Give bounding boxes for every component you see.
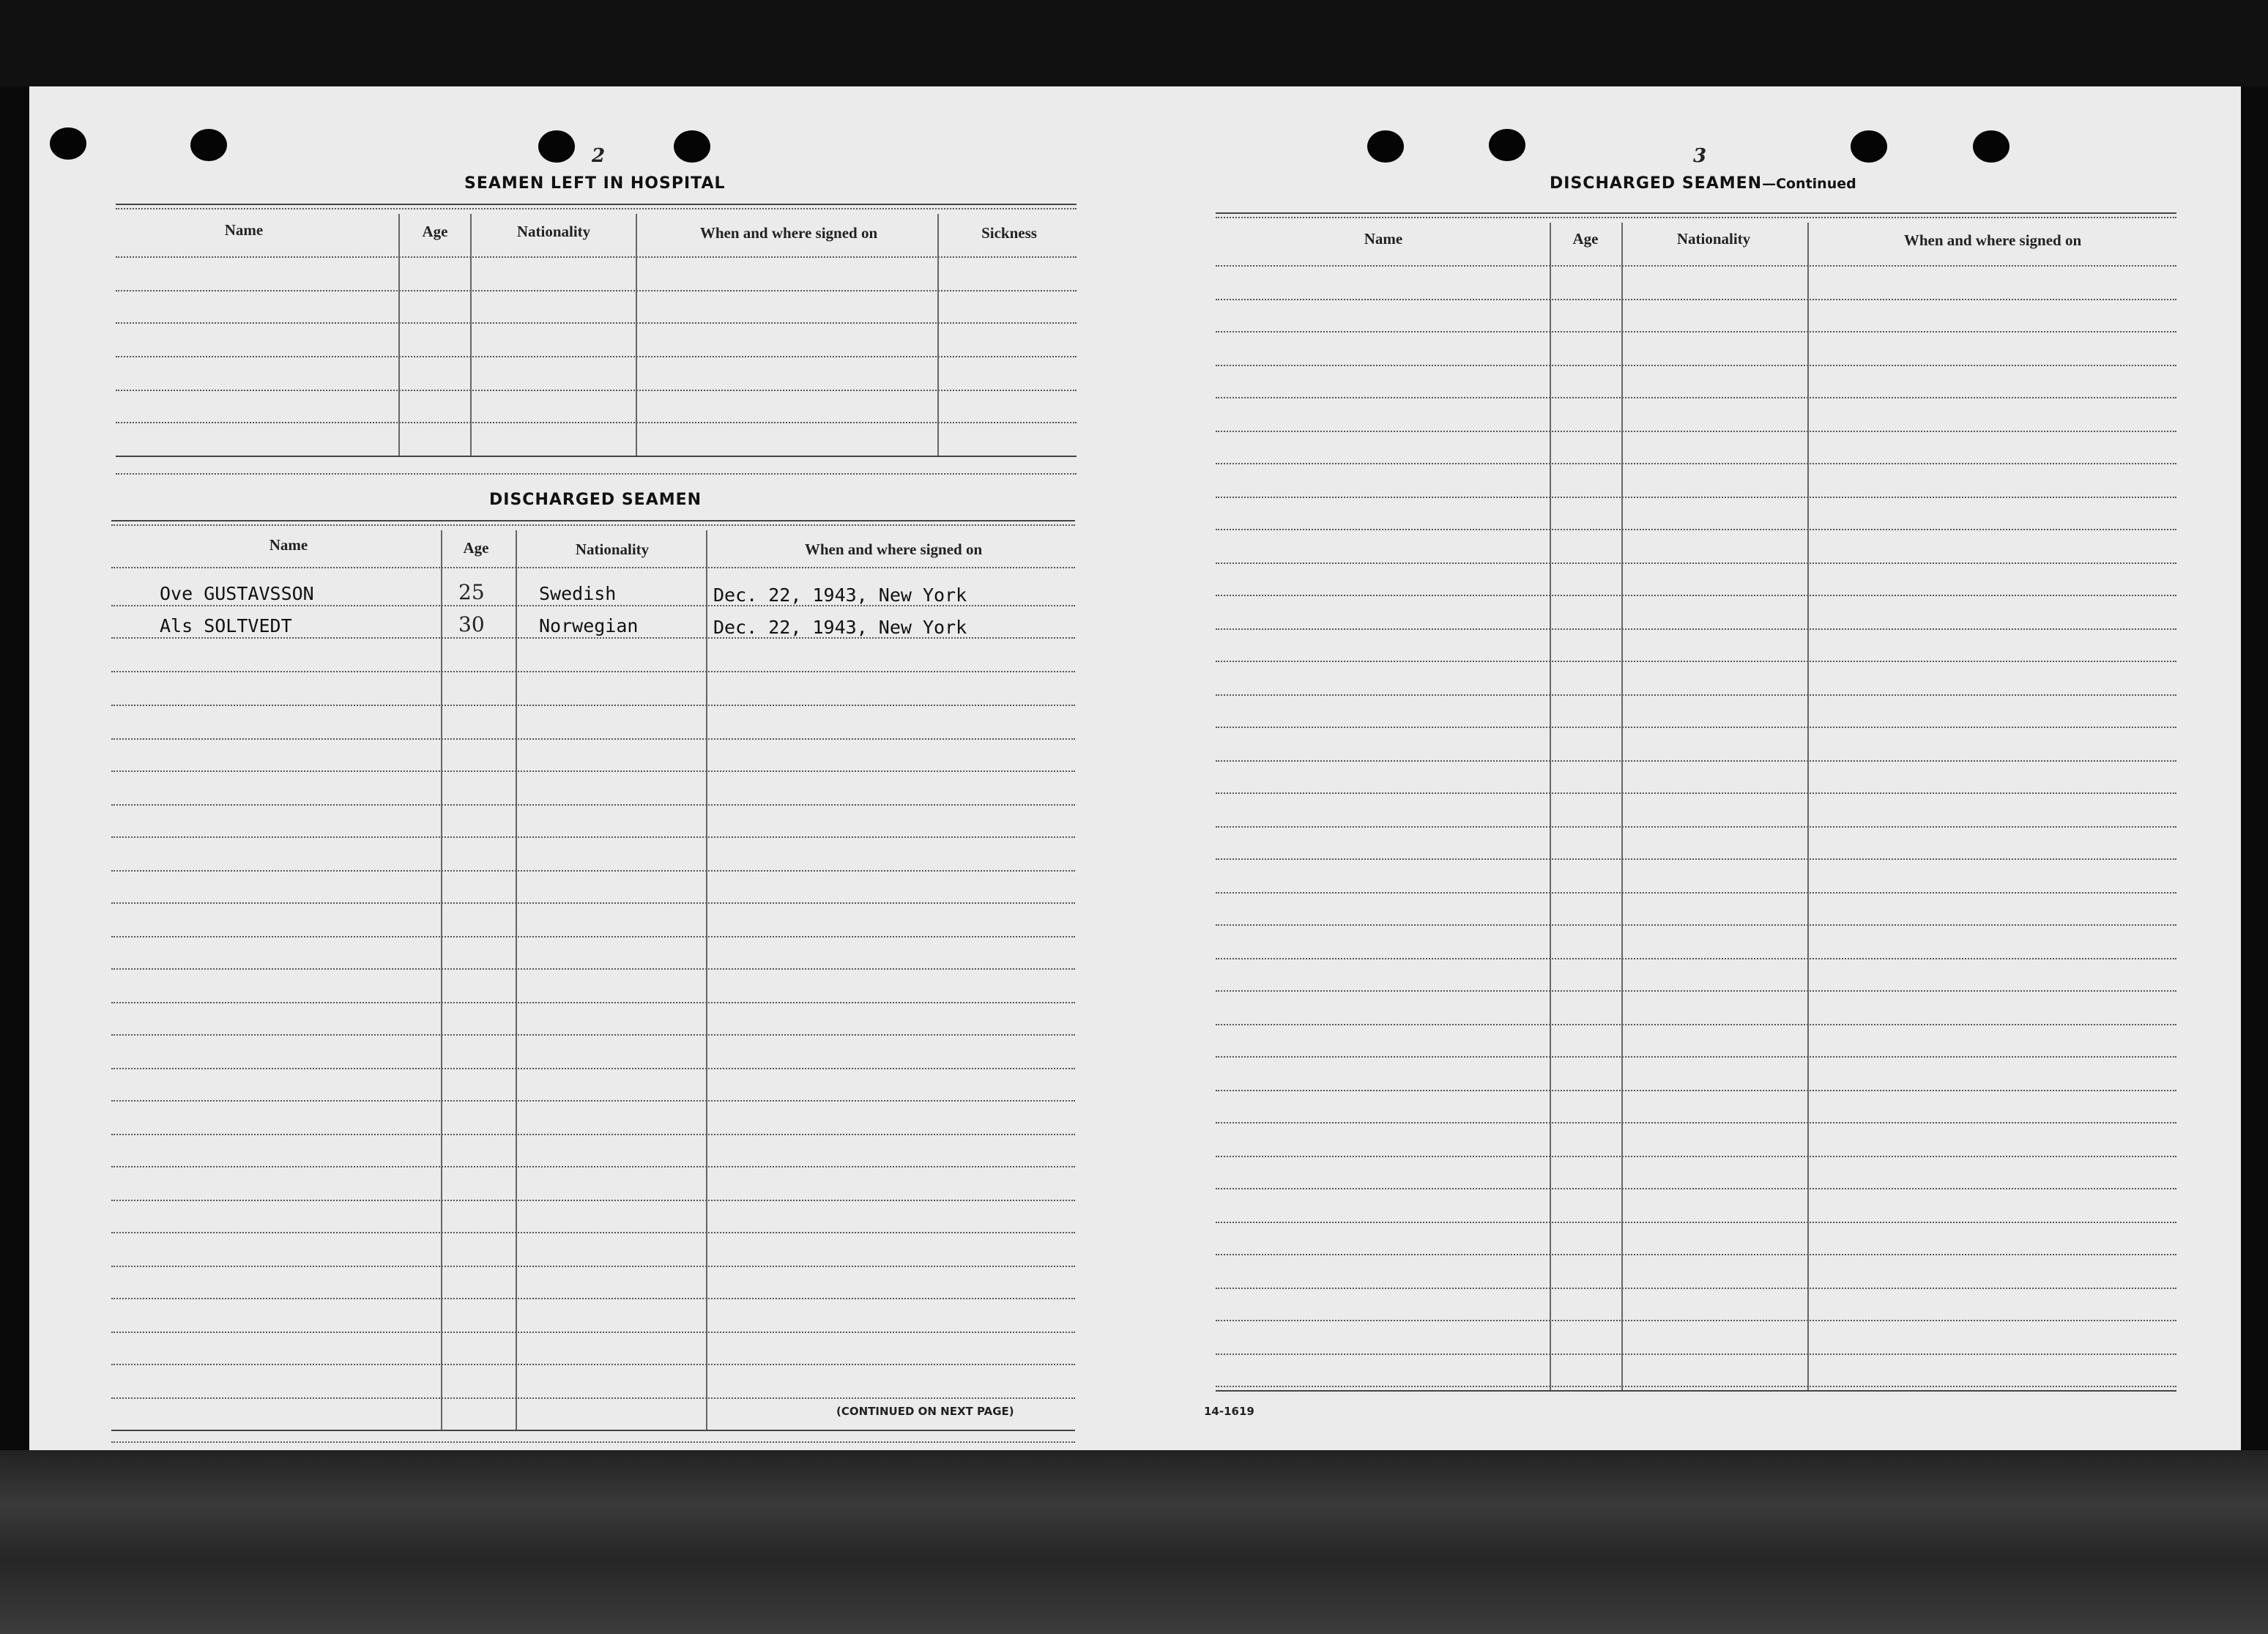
table-rule <box>1216 958 2176 959</box>
continued-col-signed-on: When and where signed on <box>1903 231 2082 249</box>
column-divider <box>470 214 472 456</box>
table-rule <box>1216 595 2176 596</box>
table-rule <box>111 520 1075 521</box>
discharged-section-title: DISCHARGED SEAMEN <box>489 491 702 509</box>
table-rule <box>1216 694 2176 696</box>
table-rule <box>116 322 1077 324</box>
table-rule <box>116 256 1077 258</box>
table-rule <box>116 356 1077 357</box>
table-rule <box>111 671 1075 672</box>
form-number: 14-1619 <box>1204 1405 1254 1418</box>
hospital-col-name: Name <box>224 221 264 239</box>
table-cell-nationality: Swedish <box>539 583 617 604</box>
table-rule <box>111 1430 1075 1431</box>
table-rule <box>1216 990 2176 992</box>
table-rule <box>1216 529 2176 530</box>
table-rule <box>111 1266 1075 1267</box>
table-rule <box>1216 826 2176 828</box>
table-rule <box>1216 924 2176 926</box>
table-rule <box>1216 1024 2176 1025</box>
table-rule <box>1216 628 2176 630</box>
table-rule <box>116 422 1077 423</box>
table-rule <box>111 738 1075 740</box>
column-divider <box>636 214 637 456</box>
discharged-continued-title <box>1550 174 1856 193</box>
binder-hole <box>1367 130 1404 163</box>
table-rule <box>116 473 1077 475</box>
continued-note: (CONTINUED ON NEXT PAGE) <box>836 1405 1014 1418</box>
column-divider <box>1621 223 1623 1390</box>
discharged-col-age: Age <box>463 539 489 557</box>
table-rule <box>1216 760 2176 762</box>
table-rule <box>1216 1122 2176 1124</box>
binder-hole <box>1973 130 2009 163</box>
column-divider <box>1550 223 1551 1390</box>
binder-hole <box>190 129 227 161</box>
table-rule <box>1216 1254 2176 1255</box>
table-rule <box>111 1034 1075 1036</box>
table-rule <box>1216 1090 2176 1091</box>
table-rule <box>1216 1188 2176 1189</box>
table-rule <box>1216 365 2176 366</box>
table-rule <box>111 968 1075 970</box>
table-rule <box>1216 1390 2176 1392</box>
hospital-section-title: SEAMEN LEFT IN HOSPITAL <box>464 174 726 193</box>
table-rule <box>111 1441 1075 1443</box>
table-rule <box>111 1100 1075 1102</box>
column-divider <box>441 530 442 1430</box>
page-number-right: 3 <box>1693 145 1707 167</box>
table-rule <box>111 836 1075 838</box>
title-suffix: —Continued <box>1762 176 1856 192</box>
table-rule <box>111 936 1075 937</box>
table-rule <box>116 390 1077 391</box>
hospital-col-age: Age <box>422 223 448 240</box>
discharged-col-name: Name <box>269 536 308 554</box>
table-rule <box>116 208 1077 209</box>
table-rule <box>111 567 1075 568</box>
binder-hole <box>538 130 575 163</box>
table-rule <box>111 1332 1075 1333</box>
table-rule <box>111 705 1075 706</box>
table-rule <box>1216 1386 2176 1387</box>
table-rule <box>111 1200 1075 1201</box>
table-rule <box>111 1232 1075 1233</box>
table-rule <box>1216 212 2176 214</box>
table-rule <box>1216 1320 2176 1321</box>
binder-hole <box>1851 130 1887 163</box>
scan-background-bottom <box>0 1450 2268 1634</box>
table-rule <box>1216 562 2176 564</box>
table-rule <box>1216 431 2176 432</box>
table-rule <box>1216 1156 2176 1157</box>
table-rule <box>1216 858 2176 860</box>
table-cell-name: Ove GUSTAVSSON <box>160 583 314 604</box>
column-divider <box>937 214 939 456</box>
page-number-left: 2 <box>592 145 606 167</box>
table-rule <box>1216 1288 2176 1289</box>
table-rule <box>116 290 1077 291</box>
table-rule <box>1216 727 2176 728</box>
table-cell-signed-on: Dec. 22, 1943, New York <box>713 617 967 638</box>
table-rule <box>111 1002 1075 1003</box>
table-rule <box>111 870 1075 872</box>
table-rule <box>1216 299 2176 300</box>
discharged-col-signed-on: When and where signed on <box>804 541 983 558</box>
scan-background-top <box>0 0 2268 86</box>
document-sheet <box>29 86 2241 1450</box>
table-rule <box>1216 1353 2176 1355</box>
table-rule <box>111 902 1075 904</box>
table-rule <box>1216 1056 2176 1058</box>
column-divider <box>398 214 400 456</box>
column-divider <box>1807 223 1809 1390</box>
table-rule <box>111 605 1075 606</box>
table-cell-age: 30 <box>458 612 485 636</box>
table-rule <box>1216 331 2176 333</box>
continued-col-age: Age <box>1572 230 1599 248</box>
table-cell-age: 25 <box>458 580 485 604</box>
table-rule <box>1216 792 2176 794</box>
hospital-col-nationality: Nationality <box>516 223 591 240</box>
table-cell-nationality: Norwegian <box>539 615 639 636</box>
hospital-col-signed-on: When and where signed on <box>699 224 878 242</box>
binder-hole <box>1489 129 1525 161</box>
table-rule <box>111 804 1075 806</box>
column-divider <box>706 530 707 1430</box>
continued-col-name: Name <box>1364 230 1403 248</box>
column-divider <box>516 530 517 1430</box>
table-rule <box>111 1298 1075 1299</box>
binder-hole <box>674 130 710 163</box>
table-rule <box>1216 497 2176 498</box>
table-rule <box>111 1068 1075 1069</box>
table-rule <box>111 1364 1075 1365</box>
table-rule <box>1216 397 2176 398</box>
table-rule <box>1216 892 2176 894</box>
discharged-col-nationality: Nationality <box>575 541 650 558</box>
binder-hole <box>50 127 86 160</box>
table-rule <box>111 1166 1075 1167</box>
hospital-col-sickness: Sickness <box>981 224 1037 242</box>
table-rule <box>1216 661 2176 662</box>
table-cell-signed-on: Dec. 22, 1943, New York <box>713 584 967 606</box>
table-rule <box>111 1134 1075 1135</box>
title-main: DISCHARGED SEAMEN <box>1550 174 1763 193</box>
table-rule <box>1216 463 2176 464</box>
table-rule <box>1216 265 2176 267</box>
table-rule <box>111 524 1075 526</box>
table-rule <box>111 637 1075 639</box>
table-rule <box>1216 217 2176 218</box>
table-cell-name: Als SOLTVEDT <box>160 615 292 636</box>
continued-col-nationality: Nationality <box>1676 230 1751 248</box>
table-rule <box>1216 1222 2176 1223</box>
table-rule <box>116 456 1077 457</box>
table-rule <box>116 204 1077 205</box>
table-rule <box>111 1397 1075 1399</box>
table-rule <box>111 770 1075 772</box>
